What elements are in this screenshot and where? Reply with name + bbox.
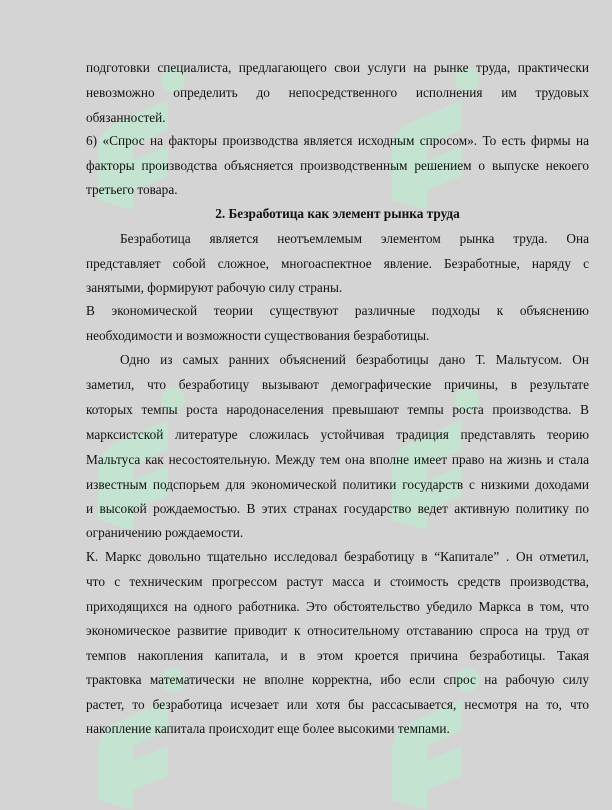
section-heading: 2. Безработица как элемент рынка труда bbox=[215, 206, 460, 221]
text-line: Одно из самых ранних объяснений безработицы дано Т. Мальтусом. Он bbox=[120, 352, 589, 367]
text-line: обязанностей. bbox=[86, 110, 166, 125]
text-line: марксистской литературе сложилась устойчивая традиция представлять теорию bbox=[86, 427, 589, 442]
text-line: Мальтуса как несостоятельную. Между тем она вполне имеет право на жизнь и стала bbox=[86, 452, 589, 467]
text-line: факторы производства объясняется производственным решением о выпуске некоего bbox=[86, 158, 589, 173]
text-line: экономическое развитие приводит к относительному отставанию спроса на труд от bbox=[86, 623, 589, 638]
text-line: известным подспорьем для экономической политики государств с низкими доходами bbox=[86, 477, 589, 492]
text-line: 6) «Спрос на факторы производства является исходным спросом». То есть фирмы на bbox=[86, 133, 589, 148]
text-line: ограничению рождаемости. bbox=[86, 525, 244, 540]
text-line: третьего товара. bbox=[86, 182, 178, 197]
text-line: темпов накопления капитала, и в этом кроется причина безработицы. Такая bbox=[86, 648, 589, 663]
text-line: В экономической теории существуют различные подходы к объяснению bbox=[86, 303, 589, 318]
text-line: накопление капитала происходит еще более высокими темпами. bbox=[86, 721, 450, 736]
text-line: К. Маркс довольно тщательно исследовал безработицу в “Капитале” . Он отметил, bbox=[86, 549, 589, 564]
text-line: занятыми, формируют рабочую силу страны. bbox=[86, 280, 343, 295]
text-line: растет, то безработица исчезает или хотя бы рассасывается, несмотря на то, что bbox=[86, 697, 589, 712]
text-line: невозможно определить до непосредственного исполнения им трудовых bbox=[86, 85, 589, 100]
text-line: трактовка математически не вполне корректна, ибо если спрос на рабочую силу bbox=[86, 672, 589, 687]
text-line: и высокой рождаемостью. В этих странах государство ведет активную политику по bbox=[86, 501, 589, 516]
text-line: заметил, что безработицу вызывают демографические причины, в результате bbox=[86, 377, 589, 392]
text-line: которых темпы роста народонаселения превышают темпы роста производства. В bbox=[86, 402, 589, 417]
text-line: представляет собой сложное, многоаспектное явление. Безработные, наряду с bbox=[86, 256, 589, 271]
text-line: необходимости и возможности существования безработицы. bbox=[86, 328, 430, 343]
text-line: приходящихся на одного работника. Это обстоятельство убедило Маркса в том, что bbox=[86, 599, 589, 614]
text-line: подготовки специалиста, предлагающего свои услуги на рынке труда, практически bbox=[86, 60, 589, 75]
text-line: Безработица является неотъемлемым элементом рынка труда. Она bbox=[120, 231, 589, 246]
text-line: что с техническим прогрессом растут масса и стоимость средств производства, bbox=[86, 574, 589, 589]
